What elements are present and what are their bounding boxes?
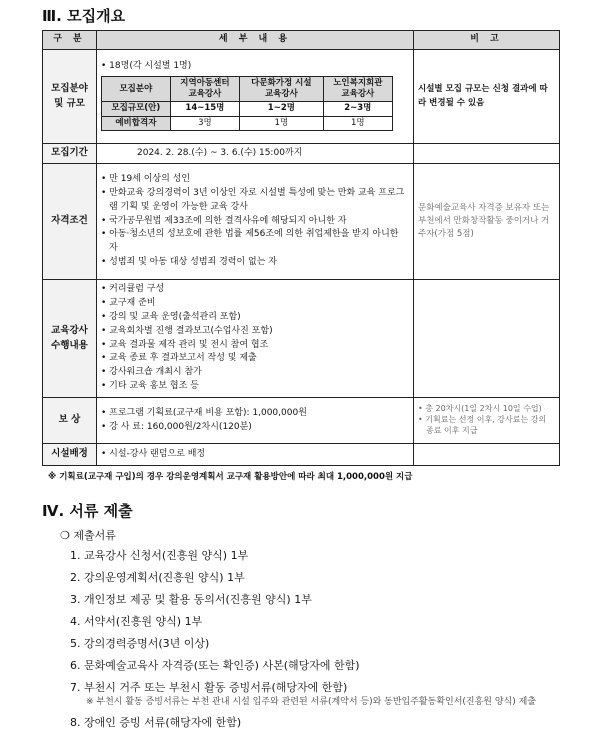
label-period: 모집기간	[43, 144, 97, 164]
list-item: • 교육 결과물 제작 관리 및 전시 참여 협조	[101, 339, 409, 353]
pay-notes	[418, 404, 555, 436]
field-inner-table	[101, 76, 393, 130]
inner-row-reserve-label: 예비합격자	[102, 116, 171, 130]
list-item: 6. 문화예술교육사 자격증(또는 확인증) 사본(해당자에 한함)	[70, 659, 360, 672]
list-item: • 아동·청소년의 성보호에 관한 법률 제56조에 의한 취업제한을 받지 아니한 자	[101, 228, 409, 256]
list-item: • 기타 교육 홍보 협조 등	[101, 380, 409, 394]
field-intro: • 18명(각 시설별 1명)	[101, 60, 409, 74]
inner-col-multicultural: 다문화가정 시설 교육강사	[240, 77, 324, 102]
documents-list	[70, 545, 541, 734]
list-item: 5. 강의경력증명서(3년 이상)	[70, 637, 210, 650]
list-item: • 만 19세 이상의 성인	[101, 173, 409, 187]
inner-cell: 1명	[323, 116, 392, 130]
qualification-note: 문화예술교육사 자격증 보유자 또는 부천에서 만화창작활동 중이거나 거주자(가점 5점)	[414, 164, 560, 280]
recruitment-table	[42, 30, 560, 466]
inner-cell: 1~2명	[240, 102, 324, 116]
list-item: • 강 사 료: 160,000원/2차시(120분)	[101, 421, 409, 435]
list-item: • 총 20차시(1일 2차시 10일 수업)	[418, 404, 555, 415]
header-details: 세 부 내 용	[97, 31, 414, 50]
header-remarks: 비 고	[414, 31, 560, 50]
label-pay: 보 상	[43, 398, 97, 444]
duties-list	[101, 283, 409, 395]
section-title-documents: Ⅳ. 서류 제출	[42, 502, 133, 520]
inner-col-child-center: 지역아동센터 교육강사	[170, 77, 239, 102]
list-item: • 만화교육 강의경력이 3년 이상인 자로 시설별 특성에 맞는 만화 교육 프로그램 기획 및 운영이 가능한 교육 강사	[101, 187, 409, 215]
list-item: • 프로그램 기획료(교구재 비용 포함): 1,000,000원	[101, 407, 409, 421]
label-qualification: 자격조건	[43, 164, 97, 280]
list-item: 3. 개인정보 제공 및 활용 동의서(진흥원 양식) 1부	[70, 593, 312, 606]
inner-cell: 14~15명	[170, 102, 239, 116]
inner-cell: 3명	[170, 116, 239, 130]
list-item: • 교구재 준비	[101, 297, 409, 311]
list-item: 2. 강의운영계획서(진흥원 양식) 1부	[70, 571, 245, 584]
list-item: • 기획료는 선정 이후, 강사료는 강의 종료 이후 지급	[418, 415, 555, 437]
placement-value: • 시설-강사 랜덤으로 배정	[101, 448, 409, 462]
list-item: 4. 서약서(진흥원 양식) 1부	[70, 615, 203, 628]
period-value: 2024. 2. 28.(수) ~ 3. 6.(수) 15:00까지	[97, 144, 414, 164]
label-placement: 시설배정	[43, 444, 97, 466]
inner-cell: 2~3명	[323, 102, 392, 116]
document-note: ※ 부천시 활동 증빙서류는 부천 관내 시설 입주와 관련된 서류(계약서 등)와 동반입주활동확인서(진흥원 양식) 제출	[86, 697, 537, 707]
list-item: 1. 교육강사 신청서(진흥원 양식) 1부	[70, 549, 249, 562]
documents-subtitle: ❍ 제출서류	[60, 529, 116, 542]
header-category: 구 분	[43, 31, 97, 50]
inner-header-label: 모집분야	[102, 77, 171, 102]
inner-cell: 1명	[240, 116, 324, 130]
inner-row-scale-label: 모집규모(안)	[102, 102, 171, 116]
list-item: • 강사워크숍 개최시 참가	[101, 366, 409, 380]
pay-list	[101, 407, 409, 435]
list-item: • 강의 및 교육 운영(출석관리 포함)	[101, 311, 409, 325]
qualification-list	[101, 173, 409, 271]
label-field: 모집분야 및 규모	[43, 50, 97, 144]
list-item: 8. 장애인 증빙 서류(해당자에 한함)	[70, 716, 242, 729]
list-item-text: 7. 부천시 거주 또는 부천시 활동 증빙서류(해당자에 한함)	[70, 681, 348, 694]
inner-col-senior: 노인복지회관 교육강사	[323, 77, 392, 102]
list-item-with-note	[70, 677, 541, 712]
list-item: • 교육 종료 후 결과보고서 작성 및 제출	[101, 352, 409, 366]
list-item: • 성범죄 및 아동 대상 성범죄 경력이 없는 자	[101, 256, 409, 270]
label-duties: 교육강사 수행내용	[43, 280, 97, 398]
list-item: • 커리큘럼 구성	[101, 283, 409, 297]
field-note: 시설별 모집 규모는 신청 결과에 따라 변경될 수 있음	[414, 50, 560, 144]
footnote: ※ 기획료(교구재 구입)의 경우 강의운영계획서 교구재 활용방안에 따라 최대 1,000,000원 지급	[48, 472, 413, 482]
list-item: • 교육회차별 진행 결과보고(수업사진 포함)	[101, 325, 409, 339]
section-title-recruitment: Ⅲ. 모집개요	[42, 7, 126, 25]
list-item: • 국가공무원법 제33조에 의한 결격사유에 해당되지 아니한 자	[101, 215, 409, 229]
